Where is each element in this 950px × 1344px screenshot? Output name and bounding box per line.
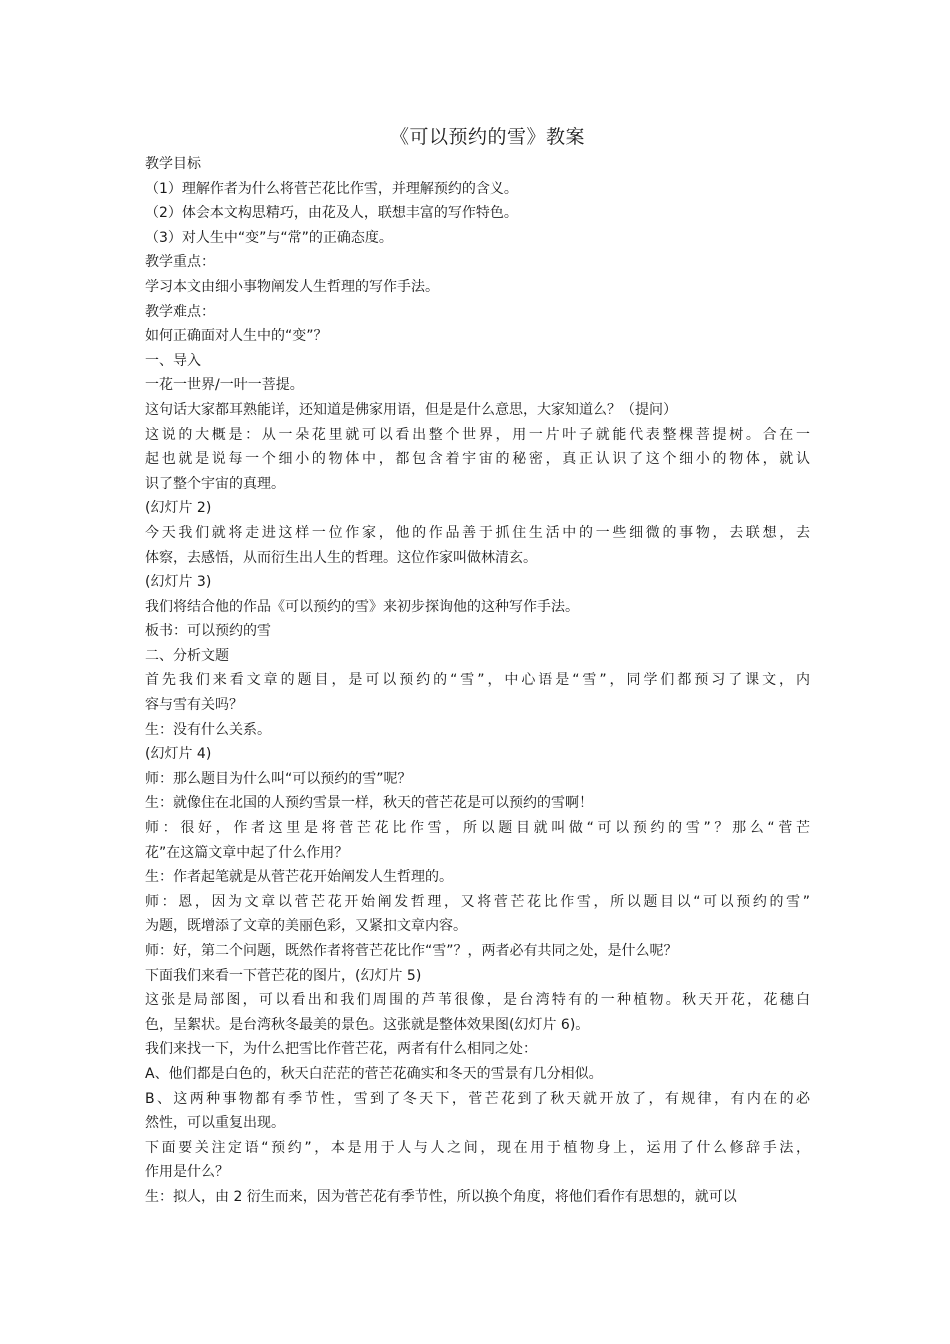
text-line: 生：作者起笔就是从菅芒花开始阐发人生哲理的。 xyxy=(145,869,453,886)
text-line: 首先我们来看文章的题目，是可以预约的“雪”，中心语是“雪”，同学们都预习了课文，内 xyxy=(145,672,810,689)
text-line: 这张是局部图，可以看出和我们周围的芦苇很像，是台湾特有的一种植物。秋天开花，花穗白 xyxy=(145,992,810,1009)
document-text xyxy=(145,152,810,1210)
text-line: 如何正确面对人生中的“变”？ xyxy=(145,328,328,345)
text-line: A、他们都是白色的，秋天白茫茫的菅芒花确实和冬天的雪景有几分相似。 xyxy=(145,1065,603,1082)
text-line: 师：好，第二个问题，既然作者将菅芒花比作“雪”？，两者必有共同之处，是什么呢？ xyxy=(145,943,678,959)
text-line: 师：很好，作者这里是将菅芒花比作雪，所以题目就叫做“可以预约的雪”？那么“菅芒 xyxy=(145,820,810,837)
text-line: 我们将结合他的作品《可以预约的雪》来初步探询他的这种写作手法。 xyxy=(145,598,579,615)
text-line: (幻灯片 4) xyxy=(145,746,212,763)
text-line: 这说的大概是：从一朵花里就可以看出整个世界，用一片叶子就能代表整棵菩提树。合在一 xyxy=(145,426,810,443)
text-line: 这句话大家都耳熟能详，还知道是佛家用语，但是是什么意思，大家知道么？（提问） xyxy=(145,401,677,418)
text-line: 今天我们就将走进这样一位作家，他的作品善于抓住生活中的一些细微的事物，去联想，去 xyxy=(145,524,810,541)
text-line: 教学难点： xyxy=(145,303,215,320)
text-line: 我们来找一下，为什么把雪比作菅芒花，两者有什么相同之处： xyxy=(145,1041,537,1058)
text-line: 下面我们来看一下菅芒花的图片，(幻灯片 5) xyxy=(145,967,422,984)
text-line: 教学目标 xyxy=(145,156,201,172)
text-line: 花”在这篇文章中起了什么作用？ xyxy=(145,844,349,861)
document-body xyxy=(145,124,810,1210)
text-line: B、这两种事物都有季节性，雪到了冬天下，菅芒花到了秋天就开放了，有规律，有内在的必 xyxy=(145,1090,810,1107)
text-line: 体察，去感悟，从而衍生出人生的哲理。这位作家叫做林清玄。 xyxy=(145,549,537,566)
text-line: 生：拟人，由 2 衍生而来，因为菅芒花有季节性，所以换个角度，将他们看作有思想的，就可以 xyxy=(145,1188,737,1205)
text-line: 下面要关注定语“预约”，本是用于人与人之间，现在用于植物身上，运用了什么修辞手法， xyxy=(145,1139,810,1156)
text-line: （1）理解作者为什么将菅芒花比作雪，并理解预约的含义。 xyxy=(145,180,518,197)
text-line: 二、分析文题 xyxy=(145,647,229,664)
text-line: 师：恩，因为文章以菅芒花开始阐发哲理，又将菅芒花比作雪，所以题目以“可以预约的雪” xyxy=(145,893,810,910)
text-line: 为题，既增添了文章的美丽色彩，又紧扣文章内容。 xyxy=(145,918,467,935)
text-line: （3）对人生中“变”与“常”的正确态度。 xyxy=(145,229,393,246)
text-line: 容与雪有关吗？ xyxy=(145,697,243,714)
text-line: 生：没有什么关系。 xyxy=(145,721,271,738)
text-line: 板书：可以预约的雪 xyxy=(145,623,271,640)
text-line: 一花一世界/一叶一菩提。 xyxy=(145,377,304,394)
text-line: 识了整个宇宙的真理。 xyxy=(145,475,285,492)
text-line: 一、导入 xyxy=(145,352,201,369)
text-line: 色，呈絮状。是台湾秋冬最美的景色。这张就是整体效果图(幻灯片 6)。 xyxy=(145,1016,590,1033)
text-line: (幻灯片 2) xyxy=(145,500,212,517)
text-line: 作用是什么？ xyxy=(145,1164,229,1181)
text-line: 然性，可以重复出现。 xyxy=(145,1115,285,1132)
text-line: 起也就是说每一个细小的物体中，都包含着宇宙的秘密，真正认识了这个细小的物体，就认 xyxy=(145,451,810,468)
text-line: (幻灯片 3) xyxy=(145,574,212,591)
document-title: 《可以预约的雪》教案 xyxy=(389,126,585,148)
text-line: 师：那么题目为什么叫“可以预约的雪”呢？ xyxy=(145,770,412,787)
text-line: 生：就像住在北国的人预约雪景一样，秋天的菅芒花是可以预约的雪啊！ xyxy=(145,795,593,812)
text-line: 学习本文由细小事物阐发人生哲理的写作手法。 xyxy=(145,278,439,295)
text-line: 教学重点： xyxy=(145,254,215,271)
text-line: （2）体会本文构思精巧，由花及人，联想丰富的写作特色。 xyxy=(145,205,518,222)
